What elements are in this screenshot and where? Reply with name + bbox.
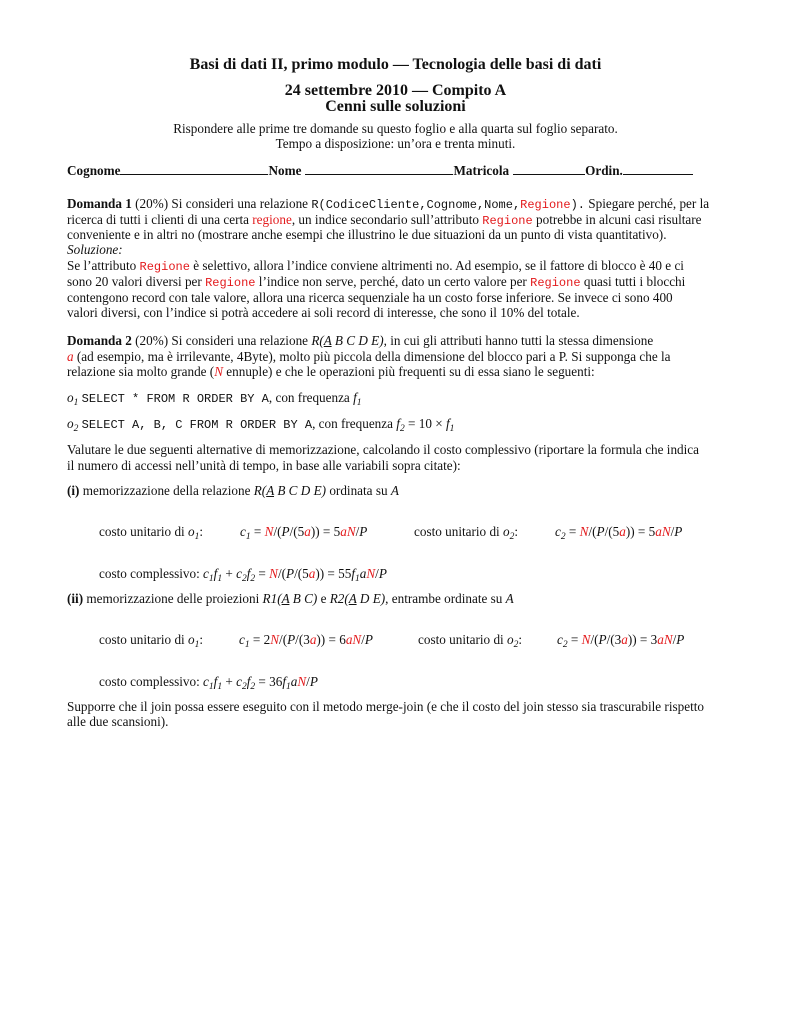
instructions-line-2: Tempo a disposizione: un’ora e trenta minuti. [275, 136, 516, 151]
q1-solution-label: Soluzione: [67, 242, 123, 257]
q1-solution-line-1: Se l’attributo Regione è selettivo, allora l’indice conviene altrimenti no. Ad esempio, se il fattore di blocco è 40 e ci [67, 258, 684, 274]
cognome-label: Cognome [67, 163, 121, 178]
matricola-blank[interactable] [513, 163, 585, 175]
q2-line-3: relazione sia molto grande (N ennuple) e che le operazioni più frequenti su di essa siano le seguenti: [67, 364, 595, 379]
exam-subtitle: Cenni sulle soluzioni [325, 98, 466, 115]
nome-blank[interactable] [305, 163, 453, 175]
alt-i-total-cost: costo complessivo: $c_1f_1 + c_2f_2 = N/(P/(5a)) = 55f_1aN/P$ [99, 566, 387, 584]
ordin-label: Ordin. [585, 163, 623, 178]
page-title: Basi di dati II, primo modulo — Tecnologia delle basi di dati [189, 56, 602, 73]
merge-join-line-1: Supporre che il join possa essere eseguito con il metodo merge-join (e che il costo del join stesso sia trascurabile rispetto [67, 699, 704, 714]
alt-ii-unit-cost-o1: costo unitario di $o_1$: [99, 632, 204, 650]
q1-line-3: conveniente e in altri no (mostrare anche esempi che illustrino le due situazioni da un punto di vista quantitativo). [67, 227, 667, 242]
operation-o1: $o_1$ SELECT * FROM R ORDER BY A, con frequenza $f_1$ [67, 390, 362, 408]
alt-ii-c2-formula: $c_2 = N/(P/(3a)) = 3aN/P$ [557, 632, 685, 650]
alternative-i: (i) memorizzazione della relazione R(A B C D E) ordinata su A [67, 483, 399, 498]
alt-i-c2-formula: $c_2 = N/(P/(5a)) = 5aN/P$ [555, 524, 683, 542]
merge-join-line-2: alle due scansioni). [67, 714, 169, 729]
q2-eval-line-2: il numero di accessi nell’unità di tempo, in base alle variabili sopra citate): [67, 458, 461, 473]
q2-line-1: Domanda 2 (20%) Si consideri una relazione R(A B C D E), in cui gli attributi hanno tutti la stessa dimensione [67, 333, 654, 348]
q2-eval-line-1: Valutare le due seguenti alternative di memorizzazione, calcolando il costo complessivo (riportare la formula che indica [67, 442, 700, 457]
q1-solution-line-4: valori diversi, con l’indice si potrà accedere ai soli record di interesse, che sono il 10% del totale. [67, 305, 580, 320]
matricola-label: Matricola [453, 163, 510, 178]
q1-label: Domanda 1 [67, 196, 132, 211]
q1-line-2: ricerca di tutti i clienti di una certa regione, un indice secondario sull’attributo Regione potrebbe in alcuni casi risultare [67, 212, 702, 228]
q1-solution-line-3: contengono record con tale valore, allora una ricerca sequenziale ha un costo forse inferiore. Se invece ci sono 400 [67, 290, 673, 305]
exam-date: 24 settembre 2010 — Compito A [284, 82, 507, 99]
alt-i-c1-formula: $c_1 = N/(P/(5a)) = 5aN/P$ [240, 524, 368, 542]
q2-line-2: a (ad esempio, ma è irrilevante, 4Byte), molto più piccola della dimensione del blocco pari a P. Si supponga che la [67, 349, 671, 364]
cognome-blank[interactable] [120, 163, 268, 175]
ordin-blank[interactable] [623, 163, 693, 175]
q1-line-1: Domanda 1 (20%) Si consideri una relazione R(CodiceCliente,Cognome,Nome,Regione). Spiegare perché, per la [67, 196, 710, 212]
alt-ii-total-cost: costo complessivo: $c_1f_1 + c_2f_2 = 36f_1aN/P$ [99, 674, 318, 692]
operation-o2: $o_2$ SELECT A, B, C FROM R ORDER BY A, con frequenza $f_2 = 10 \times f_1$ [67, 416, 455, 434]
alt-ii-unit-cost-o2: costo unitario di $o_2$: [418, 632, 523, 650]
alt-i-unit-cost-o2: costo unitario di $o_2$: [414, 524, 519, 542]
nome-label: Nome [268, 163, 302, 178]
student-fields [67, 163, 693, 179]
q2-label: Domanda 2 [67, 333, 132, 348]
alt-ii-c1-formula: $c_1 = 2N/(P/(3a)) = 6aN/P$ [239, 632, 373, 650]
q1-solution-line-2: sono 20 valori diversi per Regione l’indice non serve, perché, dato un certo valore per Regione quasi tutti i blocchi [67, 274, 686, 290]
instructions-line-1: Rispondere alle prime tre domande su questo foglio e alla quarta sul foglio separato. [173, 121, 618, 136]
alternative-ii: (ii) memorizzazione delle proiezioni R1(A B C) e R2(A D E), entrambe ordinate su A [67, 591, 514, 606]
alt-i-unit-cost-o1: costo unitario di $o_1$: [99, 524, 204, 542]
